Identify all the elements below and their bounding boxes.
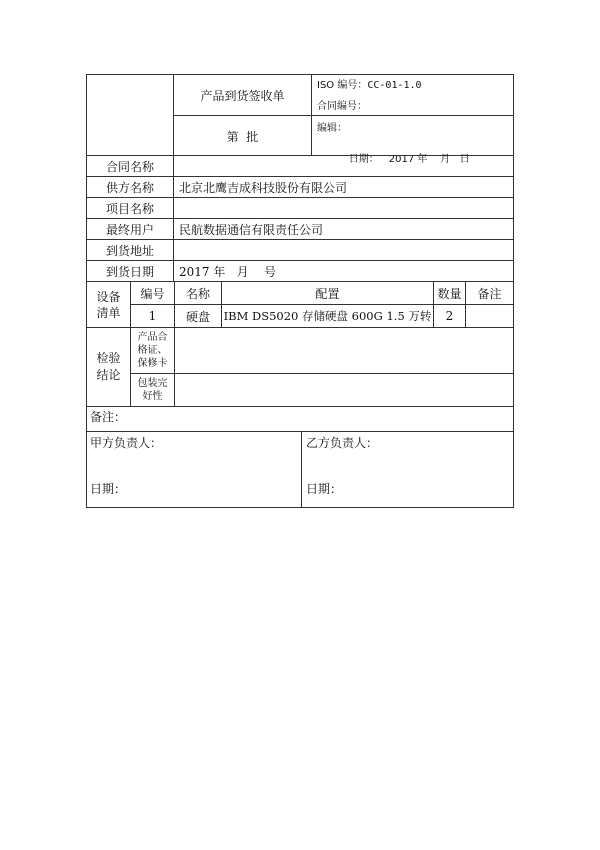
table-row [131,304,513,327]
equipment-label-2: 清单 [96,305,121,320]
info-row-end-user [86,218,514,239]
supplier-label: 供方名称 [105,180,154,195]
equipment-block [86,281,514,327]
iso-value: CC-01-1.0 [367,80,422,91]
header-col-title [173,75,311,155]
certificate-label-line1: 产品合 [137,332,168,343]
equipment-header-row [131,282,513,304]
receipt-form [86,74,514,508]
inspection-block [86,327,514,406]
supplier-value: 北京北鹰吉成科技股份有限公司 [173,177,513,197]
row-remark [465,305,513,327]
certificate-label-line2: 格证、 [137,345,168,356]
inspection-label-1: 检验 [96,351,121,365]
party-a-date-label: 日期： [90,482,127,496]
end-user-value: 民航数据通信有限责任公司 [173,219,513,239]
remarks-row [86,406,514,431]
party-a-label: 甲方负责人： [90,436,163,450]
info-row-contract-name [86,155,514,176]
certificate-label [131,328,174,373]
row-no: 1 [148,309,157,323]
iso-label: ISO 编号： [317,80,368,91]
signature-row [86,431,514,508]
equipment-section-label [87,282,130,327]
party-b-date-label: 日期： [306,482,343,496]
contract-name-value [173,156,513,176]
end-user-label: 最终用户 [105,222,154,237]
header-col-meta [311,75,513,165]
info-row-address [86,239,514,260]
col-header-name: 名称 [174,282,221,304]
contract-no-label: 合同编号： [317,101,367,112]
certificate-value [174,328,513,373]
project-label: 项目名称 [105,201,154,216]
packaging-value [174,374,513,406]
party-b-block [301,432,513,507]
col-header-no: 编号 [140,286,165,301]
remarks-label: 备注： [90,410,127,424]
info-row-project [86,197,514,218]
equipment-label-1: 设备 [96,289,121,304]
edit-date-cell [312,115,513,165]
certificate-label-line3: 保修卡 [137,358,168,369]
info-row-supplier [86,176,514,197]
packaging-label-line2: 好性 [142,391,163,402]
date-value: 2017 年 月 日 [388,154,470,165]
edit-label: 编辑： [317,123,347,134]
col-header-qty: 数量 [433,282,465,304]
project-value [173,198,513,218]
contract-name-label: 合同名称 [105,159,154,174]
address-value [173,240,513,260]
form-title: 产品到货签收单 [200,88,285,103]
row-config: IBM DS5020 存储硬盘 600G 1.5 万转 [221,305,433,327]
row-name: 硬盘 [174,305,221,327]
arrival-date-value: 2017 年 月 号 [173,261,513,281]
date-label: 日期： [348,154,379,165]
row-qty: 2 [433,305,465,327]
party-b-label: 乙方负责人： [306,436,379,450]
inspection-section-label [87,328,130,406]
inspection-label-2: 结论 [96,368,121,382]
packaging-label-line1: 包装完 [137,378,168,389]
info-row-arrival-date [86,260,514,281]
col-header-config: 配置 [221,282,433,304]
header-block [86,74,514,165]
packaging-label [131,374,174,406]
arrival-date-label: 到货日期 [105,264,154,279]
batch-label: 第 批 [174,115,311,157]
inspection-row-packaging [131,373,513,406]
col-header-remark: 备注 [465,282,513,304]
iso-number [317,76,422,91]
inspection-row-certificate [131,328,513,373]
equipment-table [130,282,513,327]
party-a-block [87,432,301,507]
inspection-table [130,328,513,406]
address-label: 到货地址 [105,243,154,258]
